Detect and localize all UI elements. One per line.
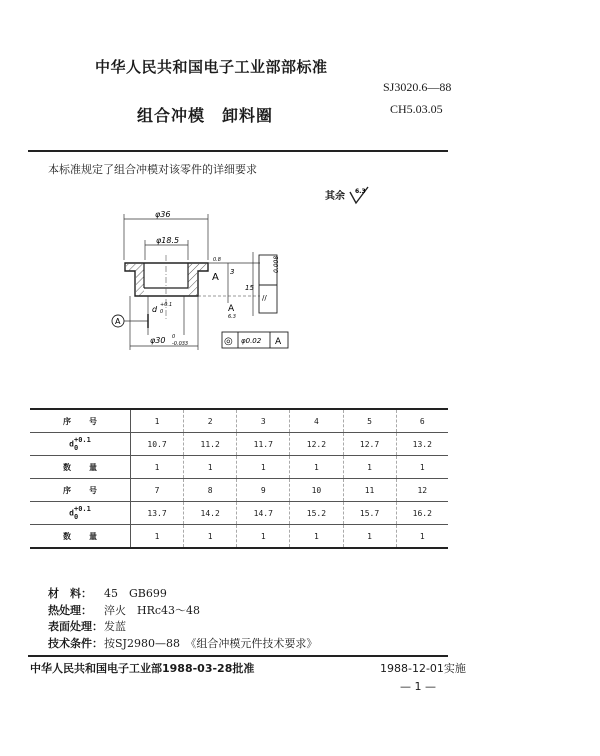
svg-text:A: A bbox=[228, 304, 235, 314]
parallelism-symbol: // bbox=[262, 294, 267, 302]
page-number: — 1 — bbox=[400, 680, 436, 693]
qty-header: 数量 bbox=[30, 456, 131, 479]
classification-code: CH5.03.05 bbox=[390, 102, 443, 116]
roughness-symbol-icon bbox=[348, 186, 370, 206]
parallelism-value: 0.008 bbox=[273, 255, 280, 273]
dim-bore: φ30 bbox=[150, 336, 166, 345]
section-mark: A bbox=[212, 272, 219, 283]
svg-text:15: 15 bbox=[245, 284, 254, 292]
svg-text:-0.033: -0.033 bbox=[172, 341, 189, 347]
svg-text:+0.1: +0.1 bbox=[160, 302, 173, 308]
issuing-organization: 中华人民共和国电子工业部部标准 bbox=[95, 58, 328, 76]
qty-header: 数量 bbox=[30, 525, 131, 549]
concentricity-icon: ◎ bbox=[224, 336, 233, 347]
document-title: 组合冲模 卸料圈 bbox=[137, 106, 274, 125]
table-row: 数量 1 1 1 1 1 1 bbox=[30, 525, 448, 549]
general-roughness bbox=[325, 186, 370, 206]
seq-header: 序号 bbox=[30, 479, 131, 502]
svg-text:0: 0 bbox=[172, 334, 176, 340]
svg-text:0: 0 bbox=[160, 309, 164, 315]
approval-statement: 中华人民共和国电子工业部1988-03-28批准 bbox=[30, 662, 255, 675]
table-row: 数量 1 1 1 1 1 1 bbox=[30, 456, 448, 479]
svg-text:0.8: 0.8 bbox=[213, 257, 221, 263]
dim-outer-top: φ36 bbox=[155, 210, 171, 219]
note-technical-conditions: 技术条件：按SJ2980—88 《组合冲模元件技术要求》 bbox=[48, 636, 318, 650]
d-header: d+0.1 0 bbox=[30, 502, 131, 525]
svg-text:6.3: 6.3 bbox=[228, 314, 236, 320]
note-heat-treatment: 热处理： 淬火 HRc43～48 bbox=[48, 603, 201, 617]
dimension-table bbox=[30, 408, 448, 549]
table-row: d+0.1 0 13.7 14.2 14.7 15.2 15.7 16.2 bbox=[30, 502, 448, 525]
effective-date: 1988-12-01实施 bbox=[380, 662, 466, 675]
dim-inner-top: φ18.5 bbox=[156, 236, 180, 245]
roughness-label: 其余 bbox=[325, 191, 345, 202]
note-surface-treatment: 表面处理：发蓝 bbox=[48, 620, 126, 633]
table-row: d+0.1 0 10.7 11.2 11.7 12.2 12.7 13.2 bbox=[30, 433, 448, 456]
intro-text: 本标准规定了组合冲模对该零件的详细要求 bbox=[48, 163, 257, 176]
table-row: 序号 1 2 3 4 5 6 bbox=[30, 409, 448, 433]
standard-code: SJ3020.6—88 bbox=[383, 80, 452, 94]
svg-text:6.3: 6.3 bbox=[355, 188, 367, 195]
svg-text:3: 3 bbox=[230, 268, 235, 276]
seq-header: 序号 bbox=[30, 409, 131, 433]
dim-d: d bbox=[152, 305, 158, 314]
technical-notes bbox=[48, 586, 317, 652]
part-drawing bbox=[100, 200, 300, 360]
svg-text:A: A bbox=[275, 337, 282, 347]
d-header: d+0.1 0 bbox=[30, 433, 131, 456]
footer-divider bbox=[28, 655, 448, 657]
note-material: 材 料： 45 GB699 bbox=[48, 587, 167, 600]
datum-label: A bbox=[115, 317, 121, 326]
table-row: 序号 7 8 9 10 11 12 bbox=[30, 479, 448, 502]
header-divider bbox=[28, 150, 448, 152]
svg-text:φ0.02: φ0.02 bbox=[241, 337, 262, 345]
